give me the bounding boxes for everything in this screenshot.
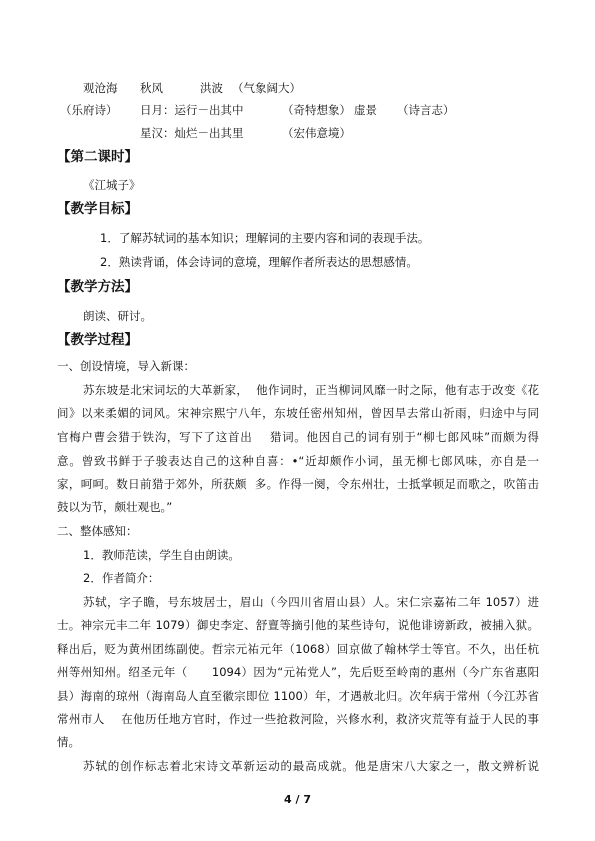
section-heading-goals: 【教学目标】 — [57, 201, 138, 217]
paragraph-line: 苏东坡是北宋词坛的大革新家， 他作词时，正当柳词风靡一时之际，他有志于改变《花 — [83, 383, 539, 397]
step2-heading: 二、整体感知： — [57, 524, 138, 538]
note-poetry-aspiration: （诗言志） — [397, 103, 455, 117]
note-waves: 洪波 — [200, 81, 223, 95]
step2-item-2: 2．作者简介： — [83, 571, 160, 585]
note-grand-mood: （宏伟意境） — [282, 126, 351, 140]
goal-item-1: 1．了解苏轼词的基本知识；理解词的主要内容和词的表现手法。 — [100, 231, 430, 245]
note-imagination: （奇特想象） — [282, 103, 351, 117]
section-heading-process: 【教学过程】 — [57, 332, 138, 348]
note-milky-way: 星汉：灿烂－出其里 — [140, 126, 244, 140]
step1-heading: 一、创设情境，导入新课： — [57, 359, 195, 373]
note-grand-atmosphere: （气象阔大） — [232, 81, 301, 95]
note-poem-title: 观沧海 — [83, 81, 118, 95]
paragraph-line: 士。神宗元丰二年 1079）御史李定、舒亶等摘引他的某些诗句，说他诽谤新政，被捕入狱。 — [57, 618, 539, 632]
step2-item-1: 1．教师范读，学生自由朗读。 — [83, 548, 240, 562]
paragraph-line: 州等州知州。绍圣元年（ 1094）因为“元祐党人”，先后贬至岭南的惠州（今广东省惠阳 — [57, 665, 539, 679]
closing-line: 苏轼的创作标志着北宋诗文革新运动的最高成就。他是唐宋八大家之一，散文辨析说 — [83, 759, 539, 773]
note-virtual-scene: 虚景 — [354, 103, 377, 117]
paragraph-line: 常州市人 在他历任地方官时，作过一些抢救河险，兴修水利，救济灾荒等有益于人民的事 — [57, 712, 539, 726]
paragraph-line: 释出后，贬为黄州团练副使。哲宗元祐元年（1068）回京做了翰林学士等官。不久，出任杭 — [57, 642, 539, 656]
paragraph-line: 官梅户曹会猎于铁沟，写下了这首出 猎词。他因自己的词有别于“柳七郎风味”而颇为得 — [57, 430, 539, 444]
paragraph-line: 情。 — [57, 735, 80, 749]
note-autumn-wind: 秋风 — [140, 81, 163, 95]
note-sun-moon: 日月：运行－出其中 — [140, 103, 244, 117]
paragraph-line: 苏轼，字子瞻，号东坡居士，眉山（今四川省眉山县）人。宋仁宗嘉祐二年 1057）进 — [83, 595, 539, 609]
paragraph-line: 意。曾致书鲜于子骏表达自己的这种自喜：•“近却颇作小词，虽无柳七郎风味，亦自是一 — [57, 454, 539, 468]
note-yuefu: （乐府诗） — [60, 103, 118, 117]
paragraph-line: 鼓以为节，颇壮观也。” — [57, 500, 173, 514]
paragraph-line: 县）海南的琼州（海南岛人直至徽宗即位 1100）年，才遇赦北归。次年病于常州（今江苏省 — [57, 689, 539, 703]
page-number: 4 / 7 — [284, 793, 311, 806]
section-heading-methods: 【教学方法】 — [57, 279, 138, 295]
goal-item-2: 2．熟读背诵，体会诗词的意境，理解作者所表达的思想感情。 — [100, 255, 418, 269]
lesson2-title: 《江城子》 — [83, 178, 141, 192]
paragraph-line: 家，呵呵。数日前猎于郊外，所获颇 多。作得一阕，令东州壮，士抵掌顿足而歌之，吹笛击 — [57, 477, 539, 491]
paragraph-line: 间》以来柔媚的词风。宋神宗熙宁八年，东坡任密州知州，曾因旱去常山祈雨，归途中与同 — [57, 406, 539, 420]
methods-text: 朗读、研讨。 — [83, 309, 152, 323]
section-heading-lesson2: 【第二课时】 — [57, 149, 138, 165]
